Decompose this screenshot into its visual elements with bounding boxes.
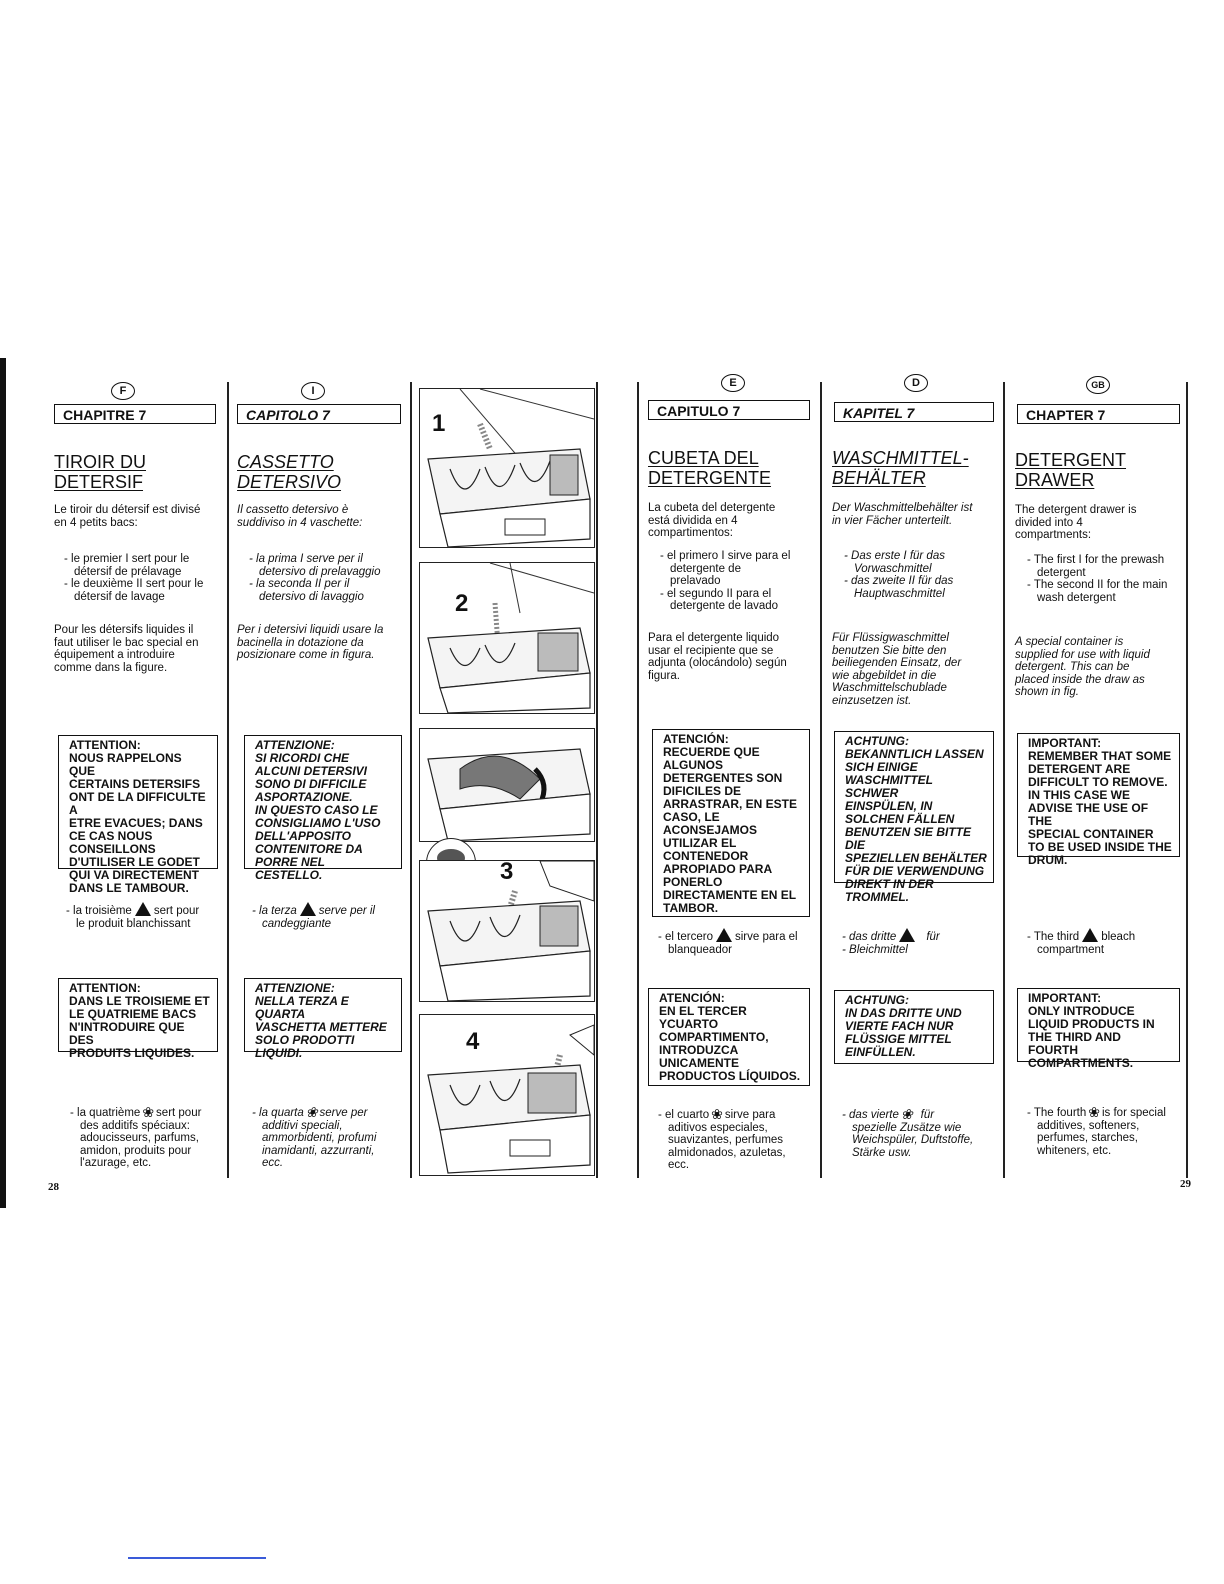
warning-box: ATENCIÓN: RECUERDE QUE ALGUNOS DETERGENTES SON DIFICILES DE ARRASTRAR, EN ESTE CASO, LE ACONSEJAMOS UTILIZAR EL CONTENEDOR APROPIADO PARA PONERLO DIRECTAMENTE EN EL TAMBOR. [652,729,810,917]
flower-icon: ❀ [711,1106,723,1122]
warning-box: IMPORTANT: REMEMBER THAT SOME DETERGENT ARE DIFFICULT TO REMOVE. IN THIS CASE WE ADVISE THE USE OF THE SPECIAL CONTAINER TO BE USED INSIDE THE DRUM. [1017,733,1180,857]
warning-triangle-icon [1082,928,1098,942]
intro-text: The detergent drawer is divided into 4 compartments: [1015,504,1137,541]
third-compartment-text: - el tercero sirve para el blanqueador [658,928,818,956]
warning-box: IMPORTANT: ONLY INTRODUCE LIQUID PRODUCTS IN THE THIRD AND FOURTH COMPARTMENTS. [1017,988,1180,1062]
third-compartment-text: - das dritte für - Bleichmittel [842,928,1002,956]
third-compartment-text: - la terza serve per il candeggiante [252,902,406,930]
list-item: - el primero I sirve para el detergente de prelavado [660,550,791,587]
language-badge-d: D [904,374,928,392]
warning-box: ACHTUNG: BEKANNTLICH LASSEN SICH EINIGE WASCHMITTEL SCHWER EINSPÜLEN, IN SOLCHEN FÄLLEN BENUTZEN SIE BITTE DIE SPEZIELLEN BEHÄLTER FÜR DIE VERWENDUNG DIREKT IN DER TROMMEL. [834,731,994,883]
fourth-compartment-text: - la quatrième ❀ sert pour des additifs spéciaux: adoucisseurs, parfums, amidon, produits pour l'azurage, etc. [70,1104,202,1169]
drawer-illustration [420,563,594,713]
figure-number: 4 [466,1028,480,1055]
liquid-detergent-text: A special container is supplied for use with liquid detergent. This can be placed inside the draw as shown in fig. [1015,636,1150,698]
column-divider [637,382,639,1178]
warning-box: ATENCIÓN: EN EL TERCER YCUARTO COMPARTIMENTO, INTRODUZCA UNICAMENTE PRODUCTOS LÍQUIDOS. [648,988,810,1086]
warning-triangle-icon [716,928,732,942]
column-divider [820,382,822,1178]
section-title: TIROIR DU DETERSIF [54,452,146,492]
drawer-illustration [420,1015,594,1175]
figure-2b-container [419,728,595,842]
drawer-illustration [420,729,594,841]
fourth-compartment-text: - das vierte ❀ für spezielle Zusätze wie Weichspüler, Duftstoffe, Stärke usw. [842,1106,974,1159]
language-badge-f: F [111,382,135,400]
warning-triangle-icon [300,902,316,916]
warning-triangle-icon [135,902,151,916]
compartment-list [64,553,224,603]
compartment-list [1027,554,1187,604]
list-item: - The first I for the prewash detergent [1027,554,1165,579]
section-title: CUBETA DEL DETERGENTE [648,448,772,488]
column-divider [596,382,598,1178]
language-badge-i: I [301,382,325,400]
third-compartment-text: - la troisième sert pour le produit blanchissant [66,902,226,930]
figure-number: 3 [500,858,514,885]
list-item: - le deuxième II sert pour le détersif de lavage [64,578,204,603]
drawer-illustration [420,389,594,547]
flower-icon: ❀ [900,1106,913,1122]
list-item: - la prima I serve per il detersivo di prelavaggio [249,553,381,578]
compartment-list [249,553,407,603]
list-item: - Das erste I für das Vorwaschmittel [844,550,945,575]
chapter-heading: CHAPITRE 7 [54,404,216,424]
warning-box: ACHTUNG: IN DAS DRITTE UND VIERTE FACH NUR FLÜSSIGE MITTEL EINFÜLLEN. [834,990,994,1064]
list-item: - el segundo II para el detergente de lavado [660,587,779,612]
third-compartment-text: - The third bleach compartment [1027,928,1187,956]
warning-box: ATTENZIONE: SI RICORDI CHE ALCUNI DETERSIVI SONO DI DIFFICILE ASPORTAZIONE. IN QUESTO CASO LE CONSIGLIAMO L'USO DELL'APPOSITO CONTENITORE DA PORRE NEL CESTELLO. [244,735,402,869]
column-divider [1003,382,1005,1178]
intro-text: La cubeta del detergente está dividida en 4 compartimentos: [648,502,776,539]
intro-text: Il cassetto detersivo è suddiviso in 4 vaschette: [237,504,363,529]
section-title: WASCHMITTEL- BEHÄLTER [832,448,969,488]
warning-box: ATTENTION: NOUS RAPPELONS QUE CERTAINS DETERSIFS ONT DE LA DIFFICULTE A ETRE EVACUES; DANS CE CAS NOUS CONSEILLONS D'UTILISER LE GODET QUI VA DIRECTEMENT DANS LE TAMBOUR. [58,735,218,869]
section-title: CASSETTO DETERSIVO [237,452,342,492]
liquid-detergent-text: Pour les détersifs liquides il faut utiliser le bac special en équipement a introduire comme dans la figure. [54,624,199,674]
page-number-left: 28 [48,1181,59,1193]
section-title: DETERGENT DRAWER [1015,450,1127,490]
list-item: - la seconda II per il detersivo di lavaggio [249,578,364,603]
language-badge-e: E [721,374,745,392]
binding-edge [0,358,6,1208]
column-divider [1186,382,1188,1178]
warning-box: ATTENTION: DANS LE TROISIEME ET LE QUATRIEME BACS N'INTRODUIRE QUE DES PRODUITS LIQUIDES. [58,978,218,1052]
intro-text: Le tiroir du détersif est divisé en 4 petits bacs: [54,504,201,529]
column-divider [227,382,229,1178]
language-badge-gb: GB [1086,376,1110,394]
liquid-detergent-text: Per i detersivi liquidi usare la bacinella in dotazione da posizionare come in figura. [237,624,384,661]
chapter-heading: CHAPTER 7 [1017,404,1180,424]
flower-icon: ❀ [1088,1104,1100,1120]
fourth-compartment-text: - The fourth ❀ is for special additives, softeners, perfumes, starches, whiteners, etc. [1027,1104,1166,1157]
column-divider [410,382,412,1178]
warning-box: ATTENZIONE: NELLA TERZA E QUARTA VASCHETTA METTERE SOLO PRODOTTI LIQUIDI. [244,978,402,1052]
flower-icon: ❀ [305,1104,318,1120]
list-item: - das zweite II für das Hauptwaschmittel [844,575,954,600]
list-item: - le premier I sert pour le détersif de prélavage [64,553,190,578]
flower-icon: ❀ [142,1104,155,1120]
fourth-compartment-text: - el cuarto ❀ sirve para aditivos especiales, suavizantes, perfumes almidonados, azuletas, ecc. [658,1106,786,1171]
compartment-list [844,550,1002,600]
fourth-compartment-text: - la quarta ❀ serve per additivi speciali, ammorbidenti, profumi inamidanti, azzurranti, ecc. [252,1104,377,1169]
page-number-right: 29 [1180,1178,1191,1190]
figure-number: 2 [455,590,469,617]
chapter-heading: KAPITEL 7 [834,402,994,422]
compartment-list [660,550,818,613]
liquid-detergent-text: Para el detergente liquido usar el recipiente que se adjunta (olocándolo) según figura. [648,632,787,682]
chapter-heading: CAPITULO 7 [648,400,810,420]
figure-number: 1 [432,410,446,437]
figure-2-drawer [419,562,595,714]
chapter-heading: CAPITOLO 7 [237,404,401,424]
list-item: - The second II for the main wash detergent [1027,579,1168,604]
figure-1-drawer [419,388,595,548]
warning-triangle-icon [899,928,915,942]
figure-4-drawer [419,1014,595,1176]
link-underline [128,1557,266,1559]
intro-text: Der Waschmittelbehälter ist in vier Fächer unterteilt. [832,502,973,527]
liquid-detergent-text: Für Flüssigwaschmittel benutzen Sie bitte den beiliegenden Einsatz, der wie abgebildet in die Waschmittelschublade einzusetzen ist. [832,632,962,707]
